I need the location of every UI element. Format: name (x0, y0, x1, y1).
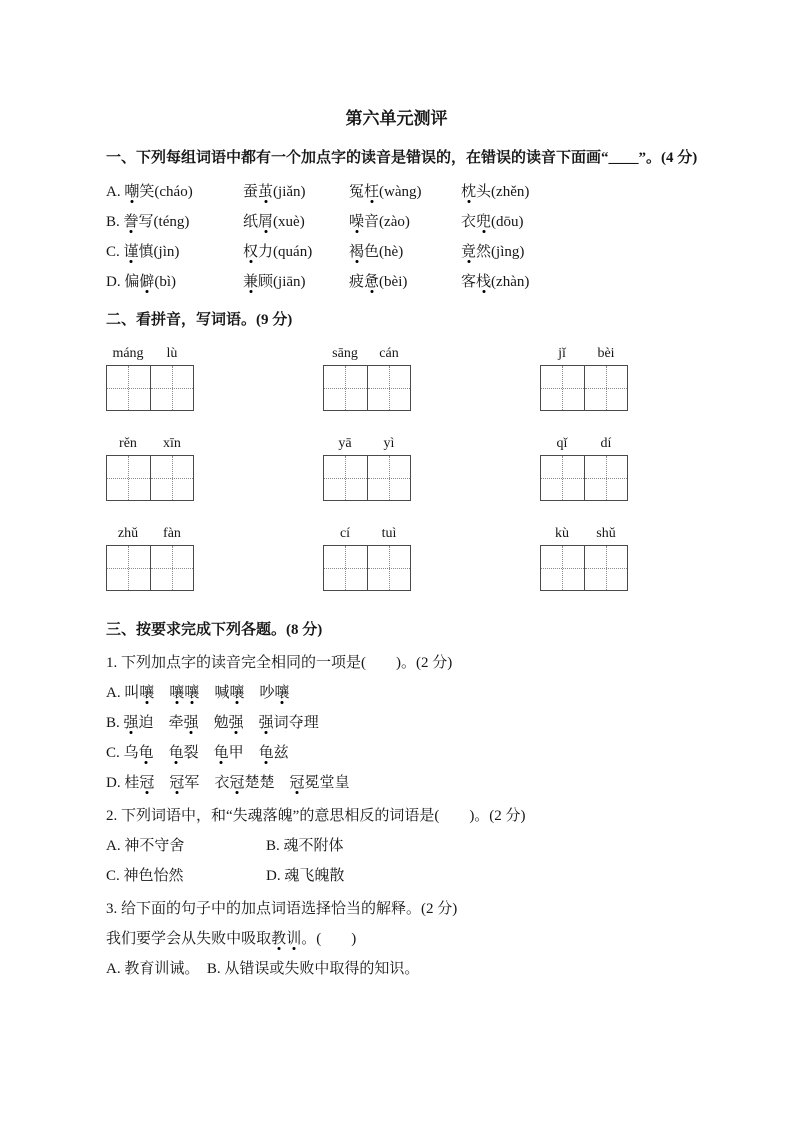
word-with-pinyin: 蚕茧(jiǎn) (243, 184, 306, 200)
writing-grid (323, 545, 411, 591)
grid-cell (584, 366, 628, 410)
writing-row-2 (106, 435, 717, 501)
section1-options (106, 177, 717, 297)
pinyin-labels (323, 345, 411, 362)
writing-grid (323, 455, 411, 501)
pinyin-label: lù (166, 346, 178, 361)
word-with-pinyin: 疲惫(bèi) (349, 274, 408, 290)
q2-option-c: C. 神色怡然 (106, 868, 184, 884)
q2-option-a: A. 神不守舍 (106, 838, 185, 854)
word-with-pinyin: 权力(quán) (243, 244, 313, 260)
writing-grid (106, 455, 194, 501)
q3-sentence: 我们要学会从失败中吸取教训。( ) (106, 931, 357, 947)
pinyin-writing-group (106, 435, 194, 501)
word-with-pinyin: 客栈(zhàn) (461, 274, 530, 290)
grid-cell (584, 546, 628, 590)
pinyin-labels (106, 525, 194, 542)
q1-option-a: A. 叫嚷 嚷嚷 喊嚷 吵嚷 (106, 685, 290, 701)
pinyin-labels (106, 435, 194, 452)
grid-cell (541, 546, 584, 590)
writing-grid (540, 365, 628, 411)
word-with-pinyin: 衣兜(dōu) (461, 214, 524, 230)
writing-row-3 (106, 525, 717, 591)
pinyin-label: qǐ (556, 436, 568, 451)
pinyin-writing-group (540, 345, 628, 411)
word-with-pinyin: 纸屑(xuè) (243, 214, 305, 230)
grid-cell (107, 366, 150, 410)
grid-cell (367, 366, 411, 410)
writing-grid (106, 365, 194, 411)
pinyin-label: tuì (381, 526, 397, 541)
grid-cell (107, 456, 150, 500)
section1-heading: 一、下列每组词语中都有一个加点字的读音是错误的，在错误的读音下面画“____”。(4 分) (106, 150, 698, 166)
pinyin-label: sāng (332, 346, 358, 361)
pinyin-label: bèi (597, 346, 615, 361)
pinyin-label: cán (379, 346, 399, 361)
word-with-pinyin: 兼顾(jiān) (243, 274, 306, 290)
pinyin-writing-group (106, 525, 194, 591)
grid-cell (150, 546, 194, 590)
q1-option-d: D. 桂冠 冠军 衣冠楚楚 冠冕堂皇 (106, 775, 350, 791)
q3-stem: 3. 给下面的句子中的加点词语选择恰当的解释。(2 分) (106, 901, 458, 917)
pinyin-label: xīn (163, 436, 181, 451)
word-with-pinyin: 枕头(zhěn) (461, 184, 530, 200)
word-with-pinyin: 冤枉(wàng) (349, 184, 422, 200)
pinyin-label: shǔ (596, 526, 616, 541)
word-with-pinyin: C. 谨慎(jìn) (106, 244, 180, 260)
writing-grid (540, 455, 628, 501)
grid-cell (150, 456, 194, 500)
grid-cell (324, 546, 367, 590)
q1-option-c: C. 乌龟 龟裂 龟甲 龟兹 (106, 745, 289, 761)
pinyin-writing-group (323, 345, 411, 411)
pinyin-writing-group (540, 435, 628, 501)
pinyin-writing-area (106, 345, 717, 591)
option-row-b (106, 207, 717, 237)
grid-cell (584, 456, 628, 500)
grid-cell (541, 366, 584, 410)
pinyin-label: fàn (163, 526, 181, 541)
q2-option-d: D. 魂飞魄散 (266, 868, 345, 884)
writing-grid (540, 545, 628, 591)
word-with-pinyin: B. 誊写(téng) (106, 214, 190, 230)
pinyin-label: cí (339, 526, 351, 541)
section3-heading: 三、按要求完成下列各题。(8 分) (106, 622, 323, 638)
word-with-pinyin: 褐色(hè) (349, 244, 404, 260)
grid-cell (107, 546, 150, 590)
pinyin-label: jǐ (558, 346, 566, 361)
option-row-c (106, 237, 717, 267)
pinyin-labels (323, 435, 411, 452)
pinyin-labels (106, 345, 194, 362)
pinyin-label: dí (600, 436, 612, 451)
pinyin-writing-group (323, 525, 411, 591)
section2-heading: 二、看拼音，写词语。(9 分) (106, 312, 293, 328)
pinyin-writing-group (540, 525, 628, 591)
grid-cell (150, 366, 194, 410)
word-with-pinyin: 竟然(jìng) (461, 244, 525, 260)
pinyin-labels (540, 525, 628, 542)
q2-option-b: B. 魂不附体 (266, 838, 344, 854)
pinyin-writing-group (106, 345, 194, 411)
pinyin-labels (540, 345, 628, 362)
pinyin-label: máng (112, 346, 144, 361)
pinyin-label: yā (338, 436, 352, 451)
word-with-pinyin: 噪音(zào) (349, 214, 410, 230)
q1-option-b: B. 强迫 牵强 勉强 强词夺理 (106, 715, 319, 731)
pinyin-label: yì (383, 436, 395, 451)
grid-cell (367, 456, 411, 500)
pinyin-labels (540, 435, 628, 452)
option-row-a (106, 177, 717, 207)
grid-cell (541, 456, 584, 500)
grid-cell (324, 456, 367, 500)
q1-stem: 1. 下列加点字的读音完全相同的一项是( )。(2 分) (106, 655, 453, 671)
pinyin-label: zhǔ (117, 526, 139, 541)
grid-cell (367, 546, 411, 590)
pinyin-writing-group (323, 435, 411, 501)
pinyin-label: kù (555, 526, 569, 541)
page-title: 第六单元测评 (345, 109, 448, 128)
q2-stem: 2. 下列词语中，和“失魂落魄”的意思相反的词语是( )。(2 分) (106, 808, 526, 824)
writing-grid (106, 545, 194, 591)
writing-row-1 (106, 345, 717, 411)
writing-grid (323, 365, 411, 411)
pinyin-labels (323, 525, 411, 542)
word-with-pinyin: A. 嘲笑(cháo) (106, 184, 193, 200)
grid-cell (324, 366, 367, 410)
word-with-pinyin: D. 偏僻(bì) (106, 274, 177, 290)
pinyin-label: rěn (119, 436, 137, 451)
q3-options: A. 教育训诫。 B. 从错误或失败中取得的知识。 (106, 961, 420, 977)
option-row-d (106, 267, 717, 297)
q2-options (106, 831, 717, 891)
